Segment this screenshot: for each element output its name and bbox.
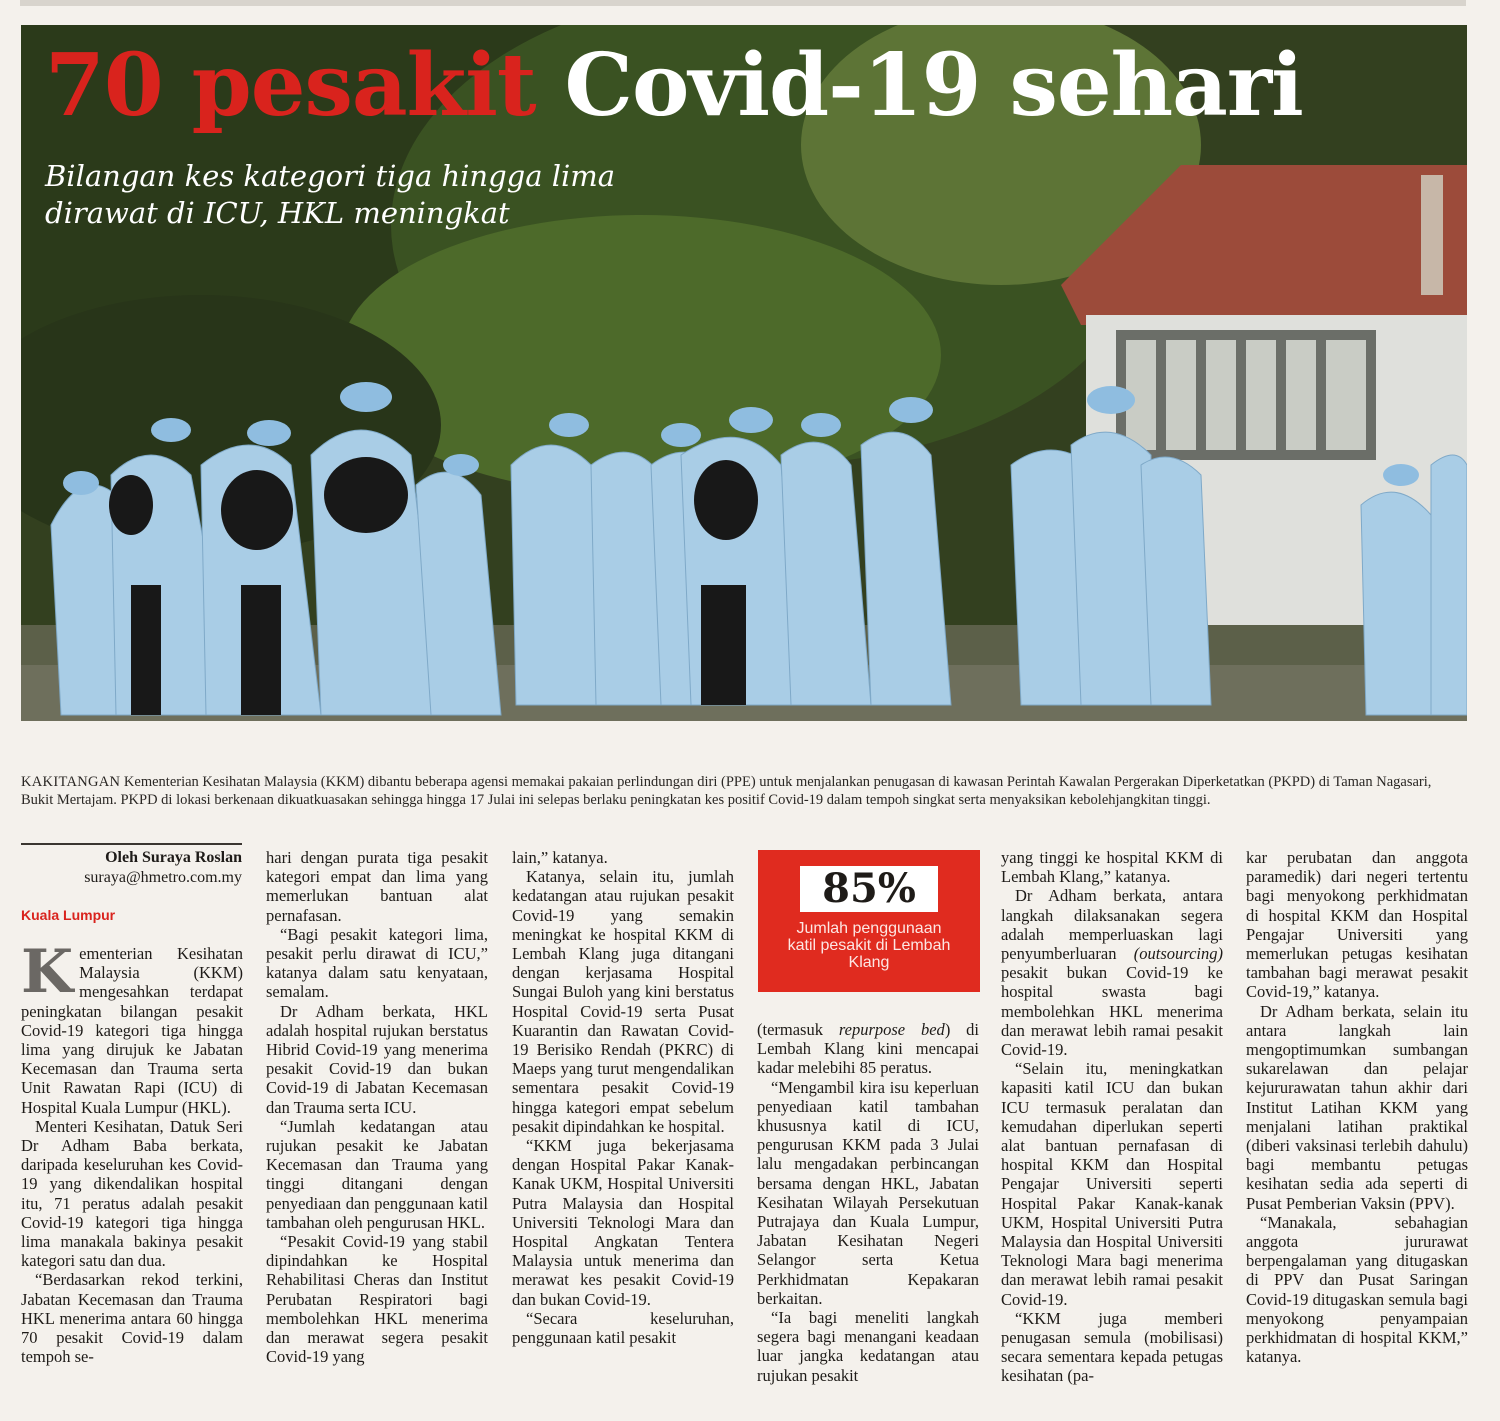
dateline: Kuala Lumpur: [21, 907, 116, 923]
paragraph: [757, 1020, 979, 1078]
paragraph: [21, 937, 243, 1117]
deck: Bilangan kes kategori tiga hingga lima dirawat di ICU, HKL meningkat: [45, 159, 616, 230]
article-column-1: [21, 937, 243, 1367]
paragraph: “Manakala, sebahagian anggota jururawat berpengalaman yang ditugaskan di PPV dan Pusat Saringan Covid-19 ditugaskan semula bagi menyokong penyampaian perkhidmatan di hospital KKM,” katanya.: [1246, 1212, 1468, 1367]
paragraph: “Secara keseluruhan, penggunaan katil pesakit: [512, 1308, 734, 1348]
paragraph-text: ) di Lembah Klang kini mencapai kadar melebihi 85 peratus.: [757, 1020, 979, 1078]
paragraph: “KKM juga memberi penugasan semula (mobilisasi) secara sementara kepada petugas kesihatan (pa-: [1001, 1308, 1223, 1386]
stat-value: 85%: [800, 866, 938, 912]
article-column-4: [757, 1020, 979, 1385]
paragraph: kar perubatan dan anggota paramedik) dari negeri tertentu bagi menyokong perkhidmatan di hospital KKM dan Hospital Pengajar Universiti yang memerlukan petugas kesihatan tambahan bagi merawat pesakit Covid-19,” katanya.: [1246, 848, 1468, 1002]
dropcap: K: [21, 937, 74, 1007]
lead-photo: [21, 25, 1467, 721]
paragraph: Menteri Kesihatan, Datuk Seri Dr Adham Baba berkata, daripada keseluruhan kes Covid-19 yang dikendalikan hospital itu, 71 peratus adalah pesakit Covid-19 kategori tiga hingga lima manakala bakinya pesakit kategori satu dan dua.: [21, 1116, 243, 1271]
article-column-2: [266, 848, 488, 1366]
italic-term: repurpose bed: [838, 1020, 945, 1039]
byline-email: suraya@hmetro.com.my: [84, 869, 242, 886]
paragraph: [1001, 886, 1223, 1059]
headline: [45, 35, 1303, 136]
paragraph-text: ementerian Kesihatan Malaysia (KKM) mengesahkan terdapat peningkatan bilangan pesakit Covid-19 kategori tiga hingga lima yang dirujuk ke Jabatan Kecemasan dan Trauma serta Unit Rawatan Rapi (ICU) di Hospital Kuala Lumpur (HKL).: [21, 944, 243, 1117]
paragraph: “Jumlah kedatangan atau rujukan pesakit ke Jabatan Kecemasan dan Trauma yang tinggi ditangani dengan penyediaan dan penggunaan katil tambahan oleh pengurusan HKL.: [266, 1116, 488, 1232]
paragraph: lain,” katanya.: [512, 848, 608, 867]
headline-red: 70 pesakit: [45, 35, 536, 136]
paragraph: Dr Adham berkata, selain itu antara langkah lain mengoptimumkan sumbangan sukarelawan dan pelajar kejururawatan tahun akhir dari Institut Latihan KKM yang menjalani latihan praktikal (diberi vaksinasi terlebih dahulu) bagi membantu petugas kesihatan sedia ada seperti di Pusat Pemberian Vaksin (PPV).: [1246, 1001, 1468, 1213]
byline-rule: [21, 843, 242, 845]
caption-text: Kementerian Kesihatan Malaysia (KKM) dibantu beberapa agensi memakai pakaian perlindungan diri (PPE) untuk menjalankan penugasan di kawasan Perintah Kawalan Pergerakan Diperketatkan (PKPD) di Taman Nagasari, Bukit Mertajam. PKPD di lokasi berkenaan dikuatkuasakan sehingga hingga 17 Julai ini selepas berlaku peningkatan kes positif Covid-19 dalam tempoh singkat serta menyaksikan kebolehjangkitan tinggi.: [21, 774, 1432, 808]
paragraph: “KKM juga bekerjasama dengan Hospital Pakar Kanak-Kanak UKM, Hospital Universiti Putra Malaysia dan Hospital Universiti Teknologi Mara dan Hospital Angkatan Tentera Malaysia untuk menerima dan merawat kes pesakit Covid-19 dan bukan Covid-19.: [512, 1136, 734, 1309]
italic-term: (outsourcing): [1133, 944, 1223, 964]
stat-box: [758, 850, 980, 992]
paragraph: “Pesakit Covid-19 yang stabil dipindahkan ke Hospital Rehabilitasi Cheras dan Institut Perubatan Respiratori bagi membolehkan HKL menerima dan merawat segera pesakit Covid-19 yang: [266, 1232, 488, 1367]
article-column-6: [1246, 848, 1468, 1366]
photo-caption: [21, 773, 1466, 809]
paragraph: Katanya, selain itu, jumlah kedatangan atau rujukan pesakit Covid-19 yang semakin meningkat ke hospital KKM di Lembah Klang juga ditangani dengan kerjasama Hospital Sungai Buloh yang kini berstatus Hospital Covid-19 serta Pusat Kuarantin dan Rawatan Covid-19 Berisiko Rendah (PKRC) di Maeps yang turut mengendalikan sementara pesakit Covid-19 hingga kategori empat sebelum pesakit dipindahkan ke hospital.: [512, 867, 734, 1136]
article-column-5: [1001, 848, 1223, 1386]
paragraph: “Bagi pesakit kategori lima, pesakit perlu dirawat di ICU,” katanya dalam satu kenyataan, semalam.: [266, 924, 488, 1002]
paragraph: Dr Adham berkata, HKL adalah hospital rujukan berstatus Hibrid Covid-19 yang menerima pesakit Covid-19 dan bukan Covid-19 di Jabatan Kecemasan dan Trauma serta ICU.: [266, 1001, 488, 1117]
stat-label: Jumlah penggunaan katil pesakit di Lembah Klang: [787, 920, 951, 971]
paragraph: “Mengambil kira isu keperluan penyediaan katil tambahan khususnya katil di ICU, pengurusan KKM pada 3 Julai lalu mengadakan perbincangan bersama dengan HKL, Jabatan Kesihatan Wilayah Persekutuan Putrajaya dan Kuala Lumpur, Jabatan Kesihatan Negeri Selangor serta Ketua Perkhidmatan Kepakaran berkaitan.: [757, 1077, 979, 1308]
paragraph: “Berdasarkan rekod terkini, Jabatan Kecemasan dan Trauma HKL menerima antara 60 hingga 70 pesakit Covid-19 dalam tempoh se-: [21, 1270, 243, 1367]
paragraph: “Ia bagi meneliti langkah segera bagi menangani keadaan luar jangka kedatangan atau rujukan pesakit: [757, 1308, 979, 1385]
byline-name: Oleh Suraya Roslan: [105, 849, 242, 866]
paragraph-text: (termasuk: [757, 1020, 839, 1039]
caption-lead: KAKITANGAN: [21, 774, 121, 790]
paragraph-text: Dr Adham berkata, antara langkah dilaksanakan segera adalah memperluaskan lagi penyumberluaran: [1001, 886, 1223, 964]
top-rule: [20, 0, 1466, 6]
paragraph-text: pesakit bukan Covid-19 ke hospital swasta bagi membolehkan HKL menerima dan merawat lebih ramai pesakit Covid-19.: [1001, 963, 1223, 1060]
paragraph: “Selain itu, meningkatkan kapasiti katil ICU dan bukan ICU termasuk peralatan dan kemudahan diperlukan seperti alat bantuan pernafasan di hospital KKM dan Hospital Pengajar Universiti seperti Hospital Pakar Kanak-kanak UKM, Hospital Universiti Putra Malaysia dan Hospital Universiti Teknologi Mara bagi menerima dan merawat lebih ramai pesakit Covid-19.: [1001, 1059, 1223, 1309]
paragraph: hari dengan purata tiga pesakit kategori empat dan lima yang memerlukan bantuan alat pernafasan.: [266, 848, 488, 925]
headline-white: Covid-19 sehari: [564, 35, 1303, 136]
article-column-3: [512, 848, 734, 1347]
paragraph: yang tinggi ke hospital KKM di Lembah Klang,” katanya.: [1001, 848, 1223, 887]
